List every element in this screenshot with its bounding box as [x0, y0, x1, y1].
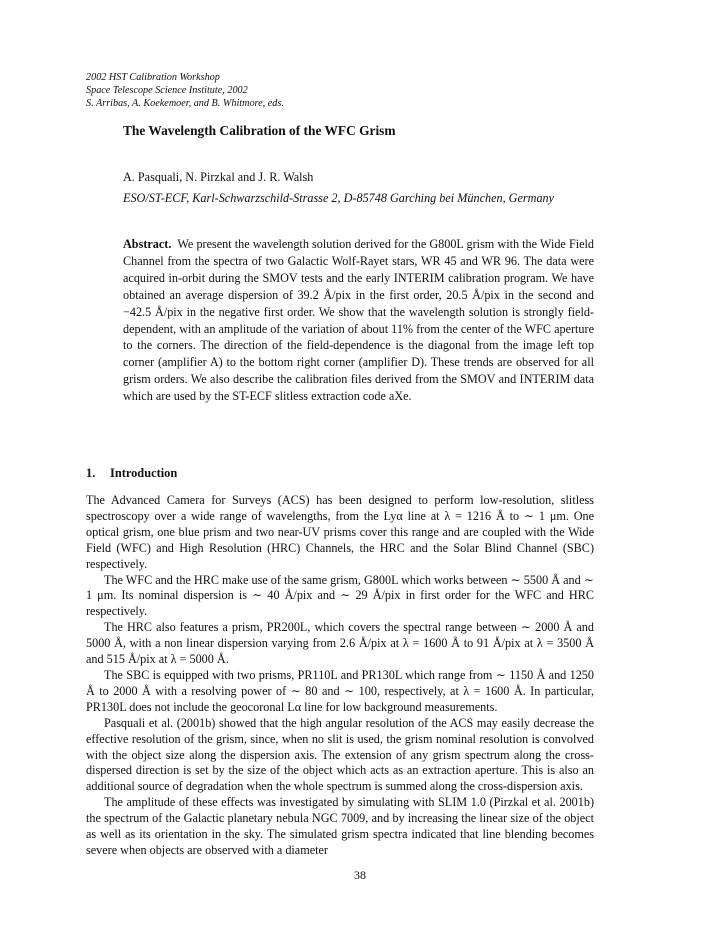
page-number: 38 [354, 868, 366, 882]
header-line-workshop: 2002 HST Calibration Workshop [86, 72, 220, 83]
author-list: A. Pasquali, N. Pirzkal and J. R. Walsh [123, 170, 314, 184]
header-line-institute: Space Telescope Science Institute, 2002 [86, 85, 248, 96]
header-line-editors: S. Arribas, A. Koekemoer, and B. Whitmore, eds. [86, 98, 284, 109]
paragraph: The HRC also features a prism, PR200L, which covers the spectral range between ∼ 2000 Å and 5000 Å, with a non linear dispersion varying from 2.6 Å/pix at λ = 1600 Å to 91 Å/pix at λ = 3500 Å and 515 Å/pix at λ = 5000 Å. [86, 620, 594, 667]
section-heading [86, 466, 177, 481]
proceedings-header [86, 71, 284, 110]
paragraph: The SBC is equipped with two prisms, PR110L and PR130L which range from ∼ 1150 Å and 1250 Å to 2000 Å with a resolving power of ∼ 80 and ∼ 100, respectively, at λ = 1600 Å. In particular, PR130L does not include the geocoronal Lα line for low background measurements. [86, 667, 594, 714]
affiliation: ESO/ST-ECF, Karl-Schwarzschild-Strasse 2, D-85748 Garching bei München, Germany [123, 191, 555, 205]
abstract-label: Abstract. [123, 237, 172, 251]
abstract [123, 236, 594, 405]
paragraph: The amplitude of these effects was investigated by simulating with SLIM 1.0 (Pirzkal et al. 2001b) the spectrum of the Galactic planetary nebula NGC 7009, and by increasing the linear size of the object as well as its orientation in the sky. The simulated grism spectra indicated that line blending becomes severe when objects are observed with a diameter [86, 795, 594, 857]
section-body [86, 493, 594, 859]
paragraph: The WFC and the HRC make use of the same grism, G800L which works between ∼ 5500 Å and ∼ 1 μm. Its nominal dispersion is ∼ 40 Å/pix and ∼ 29 Å/pix in first order for the WFC and HRC respectively. [86, 572, 594, 619]
section-title: Introduction [110, 466, 178, 480]
paragraph: Pasquali et al. (2001b) showed that the high angular resolution of the ACS may easily decrease the effective resolution of the grism, since, when no slit is used, the grism nominal resolution is convolved with the object size along the dispersion axis. The extension of any grism spectrum along the cross-dispersed direction is set by the size of the object which acts as an extraction aperture. This is also an additional source of degradation when the whole spectrum is summed along the cross-dispersion axis. [86, 715, 594, 794]
paper-title: The Wavelength Calibration of the WFC Grism [123, 123, 396, 138]
paragraph: The Advanced Camera for Surveys (ACS) has been designed to perform low-resolution, slitless spectroscopy over a wide range of wavelengths, from the Lyα line at λ = 1216 Å to ∼ 1 μm. One optical grism, one blue prism and two near-UV prisms cover this range and are coupled with the Wide Field (WFC) and High Resolution (HRC) Channels, the HRC and the Solar Blind Channel (SBC) respectively. [86, 493, 594, 571]
abstract-text: We present the wavelength solution derived for the G800L grism with the Wide Field Channel from the spectra of two Galactic Wolf-Rayet stars, WR 45 and WR 96. The data were acquired in-orbit during the SMOV tests and the early INTERIM calibration program. We have obtained an average dispersion of 39.2 Å/pix in the first order, 20.5 Å/pix in the second and −42.5 Å/pix in the negative first order. We show that the wavelength solution is strongly field-dependent, with an amplitude of the variation of about 11% from the center of the WFC aperture to the corners. The direction of the field-dependence is the diagonal from the image left top corner (amplifier A) to the bottom right corner (amplifier D). These trends are observed for all grism orders. We also describe the calibration files derived from the SMOV and INTERIM data which are used by the ST-ECF slitless extraction code aXe. [123, 237, 594, 404]
section-number: 1. [86, 466, 96, 480]
